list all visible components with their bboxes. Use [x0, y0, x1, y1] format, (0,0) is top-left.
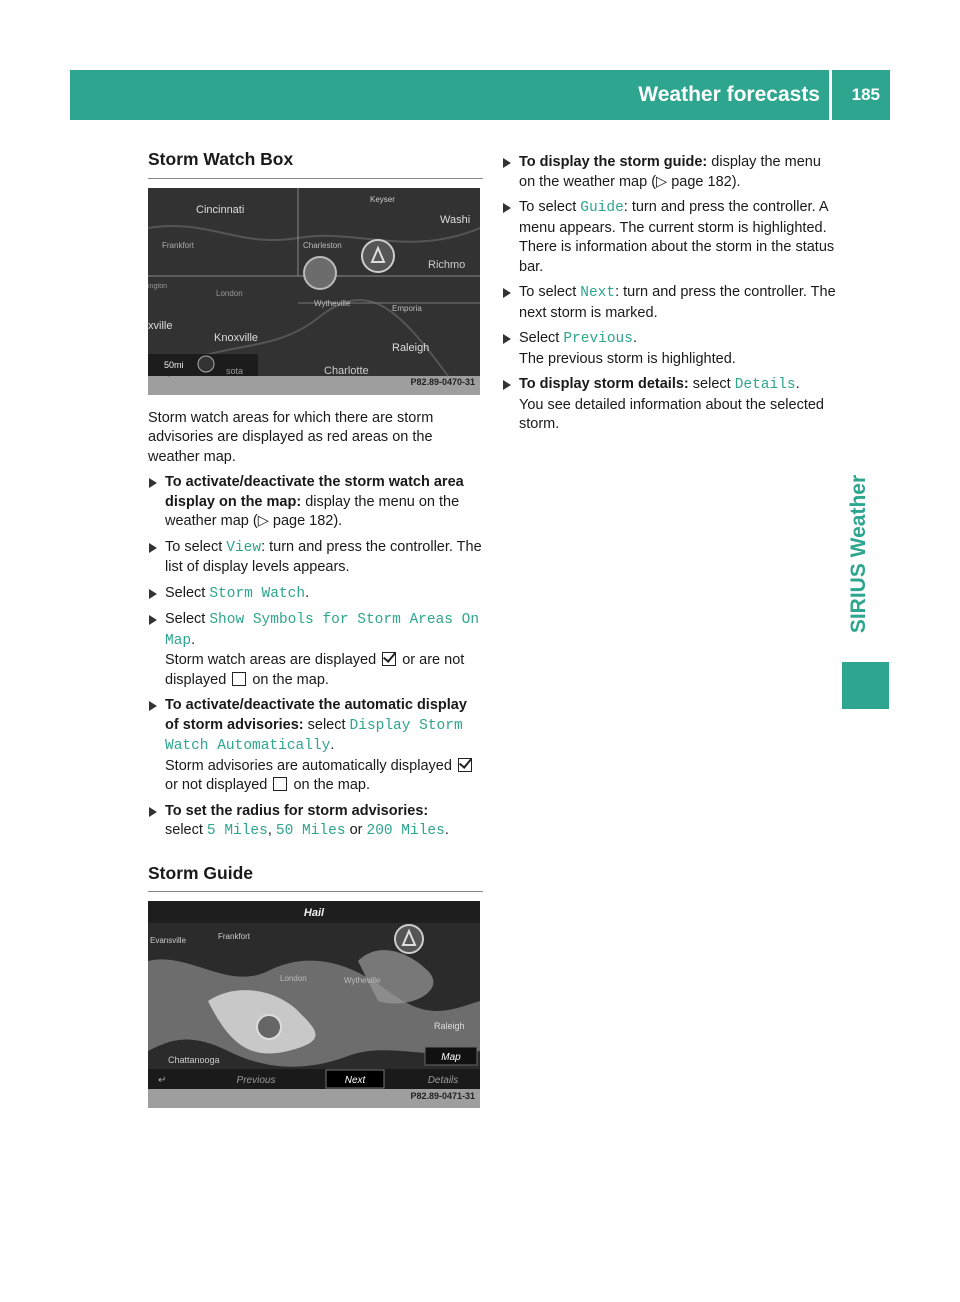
menu-item-previous: Previous [563, 331, 633, 347]
side-chapter-tab [839, 462, 879, 646]
menu-previous: Previous [236, 1075, 276, 1086]
map-scale-label: 50mi [164, 359, 184, 370]
map-city: Charlotte [324, 364, 369, 377]
step-select-view: To select View: turn and press the controller. The list of display levels appears. [148, 538, 483, 578]
menu-item-display-storm-watch: Display Storm Watch Automatically [165, 717, 463, 754]
step-display-details: To display storm details: select Details. You see detailed information about the selected storm. [502, 375, 840, 435]
step-activate-storm-watch: To activate/deactivate the storm watch area display on the map: display the menu on the weather map (▷ page 182). [148, 473, 483, 532]
step-display-storm-guide: To display the storm guide: display the menu on the weather map (▷ page 182). [502, 153, 840, 192]
figure-code: P82.89-0470-31 [410, 377, 475, 387]
right-column [502, 153, 840, 441]
step-show-symbols: Select Show Symbols for Storm Areas On Map. Storm watch areas are displayed or are not displayed on the map. [148, 610, 483, 690]
menu-item-view: View [226, 539, 262, 556]
header-divider [829, 70, 832, 120]
step-select-next: To select Next: turn and press the controller. The next storm is marked. [502, 283, 840, 323]
map-city: xville [148, 319, 173, 332]
menu-item-storm-watch: Storm Watch [209, 585, 306, 602]
page-section-title: Weather forecasts [638, 83, 820, 106]
map-city: Knoxville [214, 331, 259, 344]
storm-guide-heading: Storm Guide [148, 864, 483, 893]
menu-item-200-miles: 200 Miles [366, 823, 445, 839]
map-city: Wytheville [314, 298, 351, 308]
map-city: ington [148, 282, 168, 290]
map-city: London [280, 974, 307, 983]
menu-details: Details [427, 1075, 459, 1086]
storm-watch-map [148, 188, 480, 395]
header-bar [70, 70, 890, 120]
step-select-storm-watch: Select Storm Watch. [148, 584, 483, 605]
page-ref-arrow-icon: ▷ [656, 173, 668, 190]
menu-item-details: Details [734, 377, 796, 393]
checkbox-unchecked-icon [273, 777, 287, 791]
map-city: Charleston [303, 240, 342, 250]
side-chapter-label: SIRIUS Weather [847, 474, 870, 634]
checkbox-checked-icon [382, 652, 396, 666]
menu-item-guide: Guide [580, 200, 624, 216]
menu-item-show-symbols: Show Symbols for Storm Areas On Map [165, 612, 480, 649]
side-chapter-marker [842, 662, 889, 709]
map-city: Cincinnati [196, 203, 245, 216]
left-column [148, 150, 483, 1122]
map-city: Washi [440, 213, 471, 226]
map-city: Frankfort [218, 932, 251, 941]
map-city: Evansville [150, 936, 187, 945]
map-city: Chattanooga [168, 1055, 220, 1065]
step-select-previous: Select Previous. The previous storm is highlighted. [502, 329, 840, 369]
step-select-guide: To select Guide: turn and press the controller. A menu appears. The current storm is highlighted. There is information about the storm in the status bar. [502, 198, 840, 277]
storm-watch-intro: Storm watch areas for which there are storm advisories are displayed as red areas on the weather map. [148, 409, 434, 465]
page-number: 185 [851, 85, 880, 104]
storm-watch-box-heading: Storm Watch Box [148, 150, 483, 179]
map-city: Emporia [392, 303, 422, 313]
map-city: Raleigh [392, 341, 430, 354]
step-auto-display: To activate/deactivate the automatic display of storm advisories: select Display Storm Watch Automatically. Storm advisories are automatically displayed or not displayed on the map. [148, 696, 483, 796]
map-city: sota [226, 365, 244, 376]
map-city: Richmo [428, 258, 466, 271]
map-city: Raleigh [434, 1021, 465, 1031]
page-ref-arrow-icon: ▷ [257, 513, 269, 529]
checkbox-unchecked-icon [232, 672, 246, 686]
menu-next: Next [344, 1075, 366, 1086]
checkbox-checked-icon [458, 758, 472, 772]
storm-guide-map-figure [148, 901, 480, 1108]
storm-watch-map-figure [148, 188, 480, 395]
menu-item-50-miles: 50 Miles [275, 823, 346, 839]
menu-item-next: Next [580, 285, 616, 301]
back-icon: ↵ [158, 1075, 167, 1086]
map-city: Frankfort [162, 240, 195, 250]
storm-type-label: Hail [303, 907, 325, 919]
figure-code: P82.89-0471-31 [410, 1090, 475, 1101]
map-city: Keyser [370, 194, 395, 204]
map-city: London [216, 288, 243, 298]
map-button: Map [441, 1052, 461, 1063]
map-city: Wytheville [344, 976, 381, 985]
menu-item-5-miles: 5 Miles [206, 823, 268, 839]
storm-guide-map [148, 901, 480, 1108]
step-set-radius: To set the radius for storm advisories: select 5 Miles, 50 Miles or 200 Miles. [148, 802, 483, 842]
